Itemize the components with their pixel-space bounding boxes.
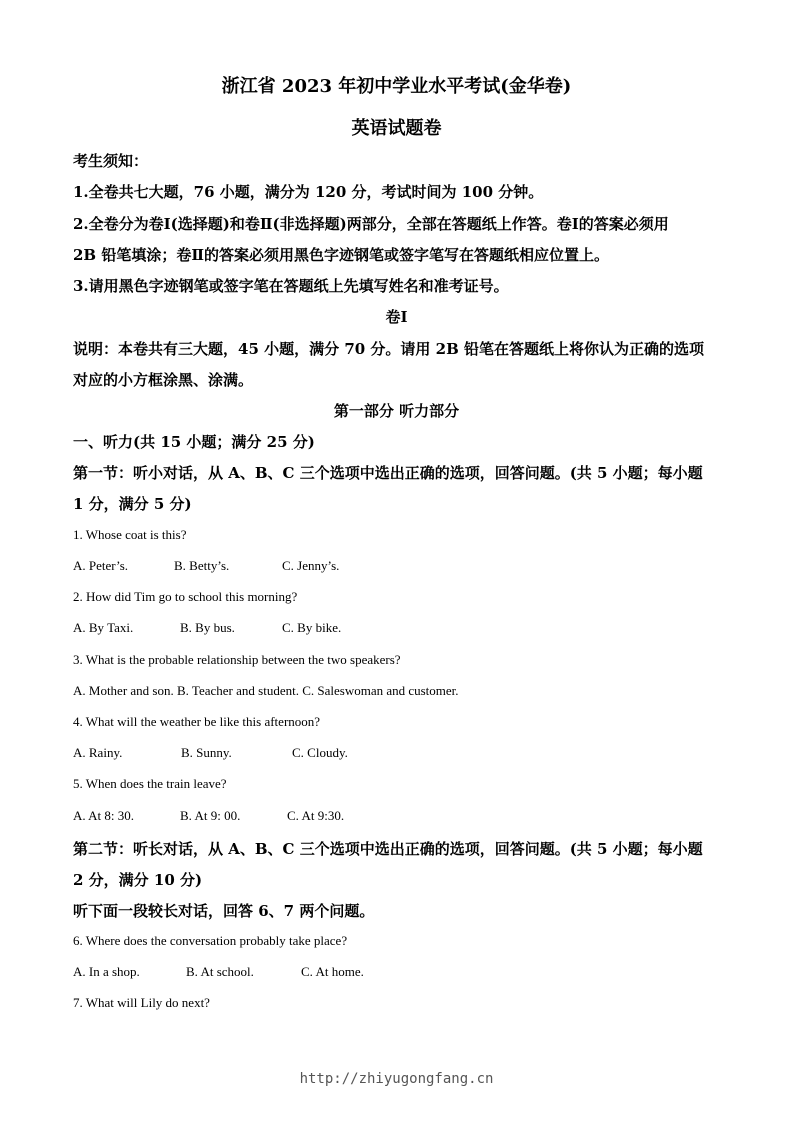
option-a: A. Peter’s. (73, 558, 129, 573)
option-a: A. By Taxi. (73, 620, 134, 635)
question-7: 7. What will Lily do next? (73, 995, 210, 1010)
section1-instruction-line-2: 1 分，满分 5 分) (73, 495, 192, 513)
notice-item-1: 1.全卷共七大题，76 小题，满分为 120 分，考试时间为 100 分钟。 (73, 183, 544, 201)
part-heading: 第一部分 听力部分 (333, 402, 460, 420)
section2-instruction-line-1: 第二节：听长对话，从 A、B、C 三个选项中选出正确的选项，回答问题。(共 5 小题；每小题 (73, 840, 703, 858)
volume-desc-line-1: 说明：本卷共有三大题，45 小题，满分 70 分。请用 2B 铅笔在答题纸上将你认为正确的选项 (73, 340, 704, 358)
notice-item-3: 3.请用黑色字迹钢笔或签字笔在答题纸上先填写姓名和准考证号。 (73, 277, 509, 295)
section1-instruction-line-1: 第一节：听小对话，从 A、B、C 三个选项中选出正确的选项，回答问题。(共 5 小题；每小题 (73, 464, 703, 482)
notice-item-2-line-1: 2.全卷分为卷Ⅰ(选择题)和卷Ⅱ(非选择题)两部分，全部在答题纸上作答。卷Ⅰ的答案必须用 (73, 215, 669, 233)
question-5: 5. When does the train leave? (73, 776, 227, 791)
question-5-options (73, 808, 344, 824)
section2-instruction-line-2: 2 分，满分 10 分) (73, 871, 203, 889)
exam-title: 浙江省 2023 年初中学业水平考试(金华卷) (221, 76, 572, 97)
option-c: C. Saleswoman and customer. (302, 683, 459, 698)
option-a: A. Rainy. (73, 745, 123, 760)
option-c: C. By bike. (282, 620, 342, 635)
question-1-options (73, 558, 339, 574)
option-b: B. At school. (186, 964, 254, 979)
volume-label: 卷Ⅰ (385, 308, 408, 326)
option-b: B. By bus. (180, 620, 235, 635)
option-c: C. At home. (301, 964, 364, 979)
footer-url-link[interactable]: http://zhiyugongfang.cn (299, 1071, 494, 1087)
option-b: B. Teacher and student. (177, 683, 299, 698)
option-c: C. Cloudy. (292, 745, 348, 760)
question-2-options (73, 620, 341, 636)
option-b: B. Betty’s. (174, 558, 230, 573)
option-b: B. Sunny. (181, 745, 232, 760)
question-4-options (73, 745, 348, 761)
option-a: A. In a shop. (73, 964, 140, 979)
option-b: B. At 9: 00. (180, 808, 241, 823)
notice-heading: 考生须知： (73, 152, 149, 170)
question-6: 6. Where does the conversation probably take place? (73, 933, 348, 948)
question-2: 2. How did Tim go to school this morning? (73, 589, 298, 604)
question-1: 1. Whose coat is this? (73, 527, 187, 542)
option-c: C. At 9:30. (287, 808, 345, 823)
volume-desc-line-2: 对应的小方框涂黑、涂满。 (73, 371, 254, 389)
question-4: 4. What will the weather be like this afternoon? (73, 714, 321, 729)
question-3: 3. What is the probable relationship between the two speakers? (73, 652, 401, 667)
question-3-options (73, 683, 459, 699)
section-title: 一、听力(共 15 小题；满分 25 分) (73, 433, 315, 451)
option-a: A. Mother and son. (73, 683, 174, 698)
exam-subtitle: 英语试题卷 (351, 118, 442, 139)
notice-item-2-line-2: 2B 铅笔填涂；卷Ⅱ的答案必须用黑色字迹钢笔或签字笔写在答题纸相应位置上。 (73, 246, 609, 264)
option-c: C. Jenny’s. (282, 558, 340, 573)
option-a: A. At 8: 30. (73, 808, 135, 823)
question-6-options (73, 964, 364, 980)
dialogue-instruction: 听下面一段较长对话，回答 6、7 两个问题。 (73, 902, 375, 920)
